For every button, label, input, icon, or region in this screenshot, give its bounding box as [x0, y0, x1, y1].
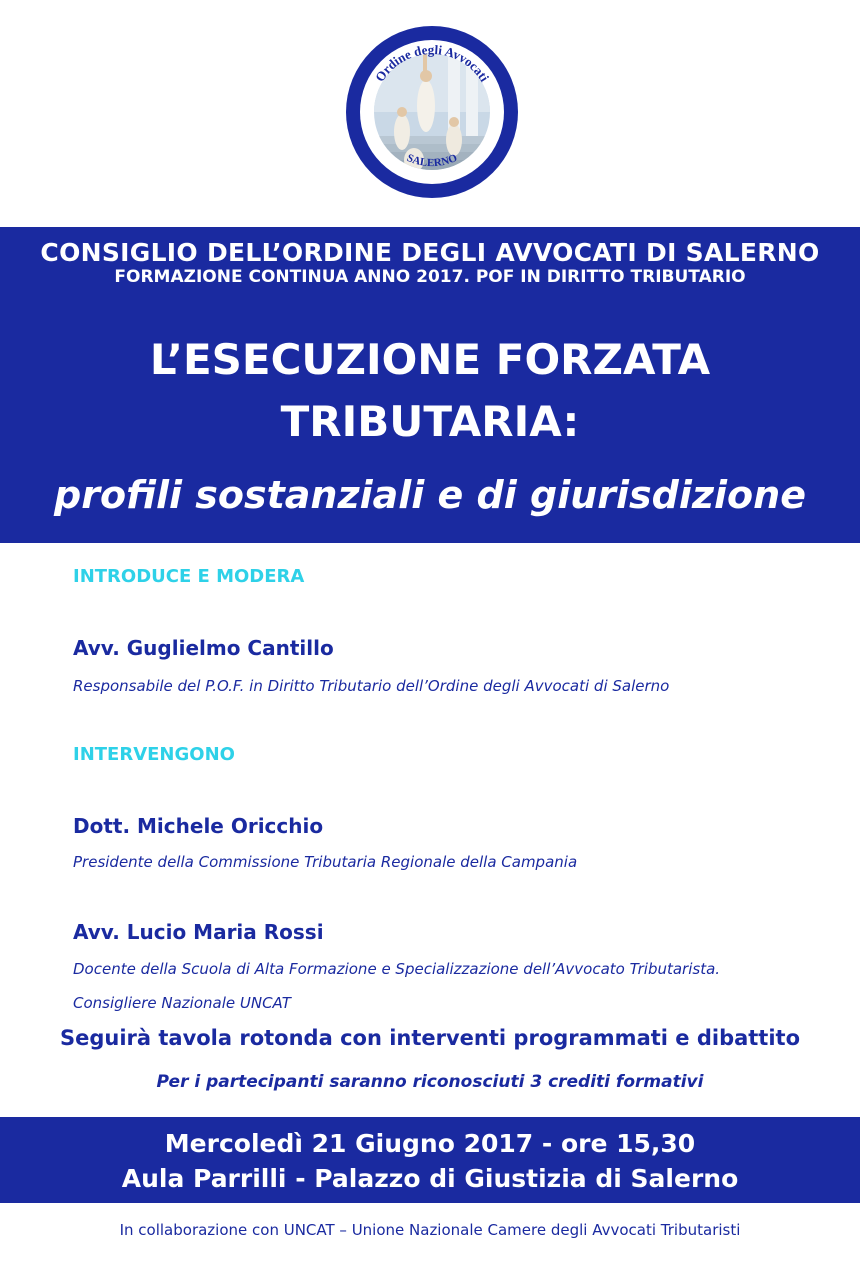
event-location: Aula Parrilli - Palazzo di Giustizia di Salerno: [121, 1164, 739, 1193]
speaker-role-secondary: Consigliere Nazionale UNCAT: [73, 994, 291, 1012]
speaker-role: Presidente della Commissione Tributaria Regionale della Campania: [73, 853, 578, 871]
event-title-line1: L’ESECUZIONE FORZATA: [149, 335, 711, 384]
intro-heading: INTRODUCE E MODERA: [73, 566, 305, 587]
logo-top-text: Ordine degli Avvocati: [371, 41, 493, 85]
event-details-band: [0, 1117, 860, 1203]
collaboration-note: In collaborazione con UNCAT – Unione Nazionale Camere degli Avvocati Tributaristi: [119, 1221, 741, 1239]
moderator-name: Avv. Guglielmo Cantillo: [73, 636, 334, 660]
logo-emblem: [344, 24, 520, 200]
moderator-role: Responsabile del P.O.F. in Diritto Tributario dell’Ordine degli Avvocati di Salerno: [73, 677, 670, 695]
event-subtitle: profili sostanziali e di giurisdizione: [54, 473, 806, 517]
speaker-name: Avv. Lucio Maria Rossi: [73, 920, 324, 944]
speakers-heading: INTERVENGONO: [73, 744, 235, 765]
organization-name: CONSIGLIO DELL’ORDINE DEGLI AVVOCATI DI SALERNO: [40, 238, 820, 267]
logo-bottom-text: SALERNO: [405, 152, 459, 170]
event-date-time: Mercoledì 21 Giugno 2017 - ore 15,30: [164, 1129, 696, 1158]
bar-association-logo: [344, 24, 520, 200]
round-table-note: Seguirà tavola rotonda con interventi programmati e dibattito: [59, 1026, 801, 1050]
course-line: FORMAZIONE CONTINUA ANNO 2017. POF IN DIRITTO TRIBUTARIO: [114, 267, 746, 287]
title-banner: [0, 227, 860, 543]
speaker-name: Dott. Michele Oricchio: [73, 814, 324, 838]
credits-note: Per i partecipanti saranno riconosciuti 3 crediti formativi: [156, 1072, 704, 1092]
speaker-role: Docente della Scuola di Alta Formazione e Specializzazione dell’Avvocato Tributarista.: [73, 960, 721, 978]
event-title-line2: TRIBUTARIA:: [280, 397, 580, 446]
